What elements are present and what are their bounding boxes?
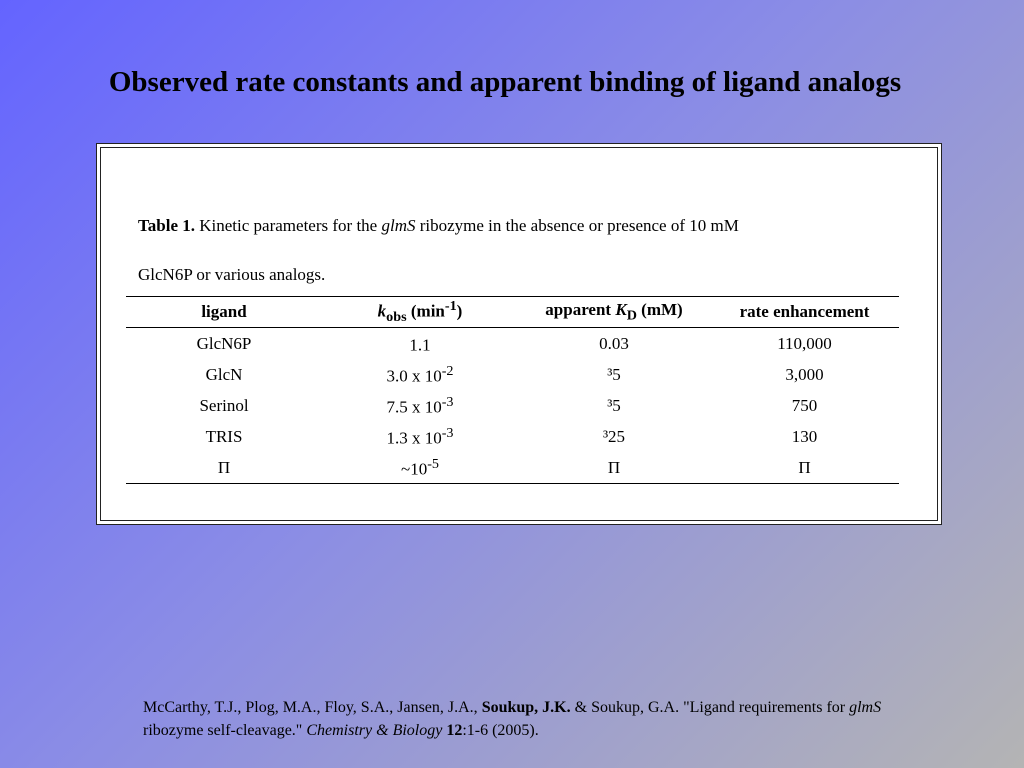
cell-kobs-exp: -3 [441, 424, 454, 441]
header-rate: rate enhancement [710, 297, 899, 328]
cell-kobs-base: 1.3 x 10 [386, 428, 442, 448]
cell-rate: Π [710, 452, 899, 484]
header-kobs-close: ) [456, 301, 463, 321]
cell-kobs-base: 3.0 x 10 [386, 366, 442, 386]
cell-ligand: Serinol [199, 395, 249, 415]
header-kobs-sup: -1 [444, 297, 457, 314]
cell-rate: 3,000 [785, 364, 824, 384]
header-kobs-sub: obs [386, 309, 407, 326]
table-row [126, 328, 899, 360]
table-caption [138, 201, 898, 299]
header-kd-sub: D [626, 307, 637, 324]
caption-gene: glmS [381, 216, 416, 235]
citation-authors-end: & Soukup, G.A. "Ligand requirements for [570, 699, 850, 716]
table-row [126, 390, 899, 421]
table-row [126, 452, 899, 484]
cell-kd: ³25 [602, 426, 626, 446]
cell-kobs-exp: -3 [441, 393, 454, 410]
header-kd-k: K [615, 299, 627, 319]
cell-kobs [322, 390, 518, 421]
cell-kobs [322, 328, 518, 360]
cell-kobs-exp: -2 [441, 362, 454, 379]
cell-ligand: GlcN6P [196, 333, 252, 353]
cell-rate: 130 [791, 426, 818, 446]
cell-kd: 0.03 [599, 333, 629, 353]
caption-text-line2: GlcN6P or various analogs. [138, 265, 326, 284]
cell-ligand: TRIS [205, 426, 243, 446]
citation-bold-author: Soukup, J.K. [481, 699, 571, 716]
caption-label: Table 1. [138, 216, 196, 235]
citation-title-end: ribozyme self-cleavage." [143, 722, 307, 739]
header-kd [518, 297, 710, 328]
citation-gene: glmS [849, 699, 882, 716]
citation [143, 696, 903, 742]
header-kobs [322, 297, 518, 328]
cell-kobs [322, 452, 518, 484]
cell-kobs-base: 7.5 x 10 [386, 397, 442, 417]
cell-kd: ³5 [607, 364, 621, 384]
kinetics-table [126, 296, 899, 484]
cell-kobs-exp: -5 [427, 455, 439, 472]
table-row [126, 359, 899, 390]
table-frame [96, 143, 942, 525]
cell-rate: 110,000 [777, 333, 832, 353]
cell-kd: ³5 [607, 395, 621, 415]
cell-kobs-base: ~10 [401, 459, 428, 479]
header-kobs-k: k [377, 301, 387, 321]
slide-title: Observed rate constants and apparent binding of ligand analogs [108, 66, 902, 98]
cell-ligand: GlcN [205, 364, 243, 384]
header-kd-prefix: apparent [545, 299, 616, 319]
citation-pages-year: :1-6 (2005). [462, 722, 539, 739]
cell-ligand: Π [126, 452, 322, 484]
cell-kobs-base: 1.1 [409, 335, 431, 355]
caption-text-after: ribozyme in the absence or presence of 10 mM [415, 216, 739, 235]
header-kd-unit: (mM) [636, 299, 683, 319]
table-row [126, 421, 899, 452]
cell-kobs [322, 359, 518, 390]
caption-text-before: Kinetic parameters for the [195, 216, 382, 235]
citation-volume: 12 [446, 722, 463, 739]
header-kobs-unit: (min [406, 301, 445, 321]
header-ligand: ligand [126, 297, 322, 328]
citation-authors: McCarthy, T.J., Plog, M.A., Floy, S.A., Jansen, J.A., [143, 699, 482, 716]
cell-rate: 750 [791, 395, 818, 415]
citation-journal: Chemistry & Biology [306, 722, 443, 739]
table-header-row [126, 297, 899, 328]
cell-kd: Π [518, 452, 710, 484]
cell-kobs [322, 421, 518, 452]
